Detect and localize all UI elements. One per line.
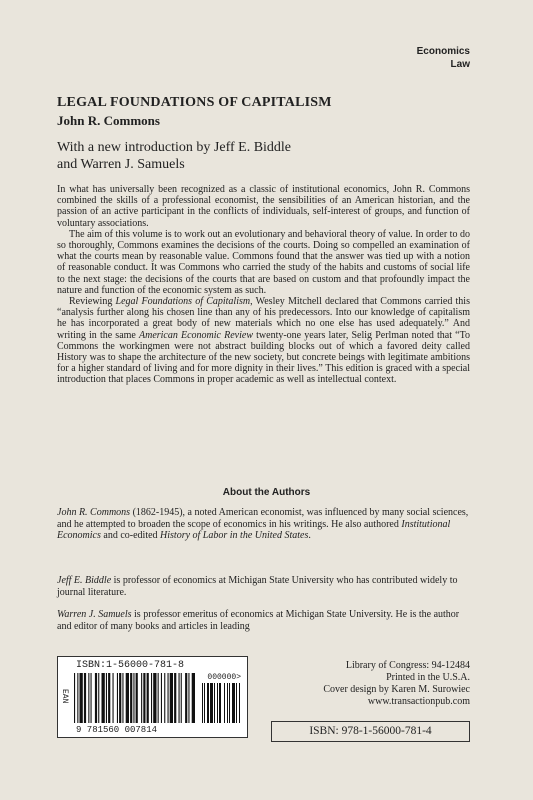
barcode-ean-label: EAN: [60, 689, 69, 704]
p3-journal-title: American Economic Review: [138, 329, 253, 341]
isbn-13-box: ISBN: 978-1-56000-781-4: [271, 721, 470, 742]
intro-line-2: and Warren J. Samuels: [57, 157, 185, 172]
cover-design-credit: Cover design by Karen M. Surowiec: [323, 684, 470, 695]
category-law: Law: [450, 59, 470, 70]
barcode-bars: [74, 673, 244, 723]
bio-commons-text-c: .: [308, 530, 311, 541]
book-author: John R. Commons: [57, 113, 160, 128]
publisher-info: [323, 660, 470, 708]
bio-commons-name: John R. Commons: [57, 507, 131, 518]
bio-biddle-name: Jeff E. Biddle: [57, 575, 112, 586]
intro-line-1: With a new introduction by Jeff E. Biddle: [57, 140, 292, 155]
subject-category: [417, 45, 470, 71]
barcode-block: [57, 656, 248, 738]
bio-biddle: [57, 575, 470, 598]
bio-commons-text-b: and co-edited: [100, 530, 161, 541]
bio-samuels-name: Warren J. Samuels: [57, 609, 132, 620]
barcode-digits: 9 781560 007814: [76, 725, 158, 735]
book-title: LEGAL FOUNDATIONS OF CAPITALISM: [57, 95, 332, 110]
description-paragraph-1: In what has universally been recognized as a classic of institutional economics, John R. Commons combined the skills of a professional economist, the sensibilities of an American historian, and the passion of an active participant in the conflicts of individuals, self-interest of groups, and function of voluntary associations.: [57, 184, 470, 229]
bio-commons: [57, 507, 470, 542]
description-paragraph-2: The aim of this volume is to work out an evolutionary and behavioral theory of value. In order to do so thoroughly, Commons examines the decisions of the courts. Doing so compelled an examination of what the courts mean by reasonable value. Commons found that the answer was tied up with a notion of reasonable conduct. It was Commons who carried the study of the habits and customs of social life to the next stage: the decisions of the courts that are based on custom and that profoundly impact the nature and function of the economic system as such.: [57, 228, 470, 296]
p3-book-title: Legal Foundations of Capitalism: [115, 296, 251, 308]
bio-commons-book-2: History of Labor in the United States: [160, 530, 309, 541]
description-paragraph-3: [57, 296, 470, 386]
publisher-url: www.transactionpub.com: [367, 696, 470, 707]
introduction-credit: [57, 139, 357, 173]
bio-commons-text-a: (1862-1945), a noted American economist, was influenced by many social sciences, and he attempted to broaden the scope of economics in his writings. He also authored: [57, 507, 469, 530]
printed-in: Printed in the U.S.A.: [386, 672, 470, 683]
about-authors-heading: About the Authors: [222, 487, 311, 498]
p3-text-b: , Wesley Mitchell declared that Commons carried this “analysis further along his chosen line than any of his predecessors. Into our knowledge of capitalism he has incorporated a great body of new materials which no one else has used adequately.” And writing in the same: [57, 296, 470, 341]
book-description: [57, 184, 470, 386]
bio-samuels-text: is professor emeritus of economics at Michigan State University. He is the author and editor of many books and articles in leading: [57, 609, 460, 632]
barcode-addon-digits: 000000>: [207, 673, 241, 682]
bio-samuels: [57, 609, 470, 632]
library-of-congress: Library of Congress: 94-12484: [345, 660, 470, 671]
p3-text-a: Reviewing: [69, 296, 116, 308]
bio-biddle-text: is professor of economics at Michigan State University who has contributed widely to journal literature.: [57, 575, 458, 598]
p3-text-c: twenty-one years later, Selig Perlman noted that “To Commons the workingmen were not abstract building blocks out of which a favored deity called History was to shape the architecture of the new society, but concrete beings with legitimate ambitions for a higher standard of living and for more dignity in their lives.” This edition is graced with a special introduction that places Commons in proper academic as well as intellectual context.: [57, 329, 470, 386]
bio-commons-book-1: Institutional Economics: [57, 518, 451, 541]
category-economics: Economics: [416, 46, 470, 57]
barcode-isbn-label: ISBN:1-56000-781-8: [76, 660, 185, 671]
